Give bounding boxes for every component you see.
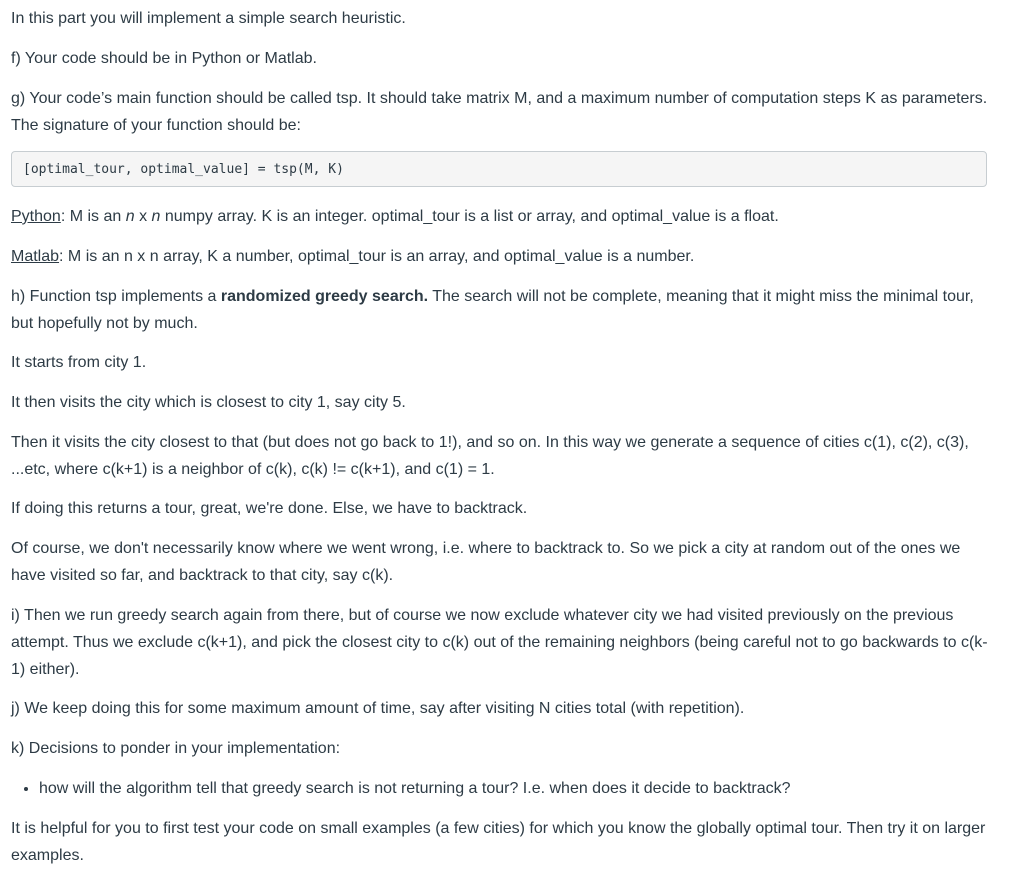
helpful-paragraph: It is helpful for you to first test your code on small examples (a few cities) for which you know the globally optimal tour. Then try it on larger examples. xyxy=(11,820,986,864)
requirement-g: g) Your code’s main function should be called tsp. It should take matrix M, and a maximum number of computation steps K as parameters. The signature of your function should be: xyxy=(11,90,988,134)
requirement-j: j) We keep doing this for some maximum amount of time, say after visiting N cities total (with repetition). xyxy=(11,700,745,717)
requirement-i: i) Then we run greedy search again from there, but of course we now exclude whatever city we had visited previously on the previous attempt. Thus we exclude c(k+1), and pick the closest city to c(k) out of the remaining neighbors (being careful not to go backwards to c(k-1) either). xyxy=(11,607,988,678)
python-n1: n xyxy=(125,208,135,225)
of-course-paragraph: Of course, we don't necessarily know where we went wrong, i.e. where to backtrack to. So we pick a city at random out of the ones we have visited so far, and backtrack to that city, say c(k). xyxy=(11,540,961,584)
start-paragraph: It starts from city 1. xyxy=(11,354,147,371)
python-n2: n xyxy=(151,208,161,225)
h-pre: h) Function tsp implements a xyxy=(11,288,221,305)
matlab-paragraph xyxy=(11,243,994,270)
function-signature-code: [optimal_tour, optimal_value] = tsp(M, K) xyxy=(11,151,987,187)
python-pre: : M is an xyxy=(60,208,126,225)
python-x: x xyxy=(134,208,152,225)
requirement-k: k) Decisions to ponder in your implementation: xyxy=(11,740,341,757)
requirement-f: f) Your code should be in Python or Matlab. xyxy=(11,50,317,67)
python-label: Python xyxy=(11,208,61,225)
matlab-text: : M is an n x n array, K a number, optimal_tour is an array, and optimal_value is a number. xyxy=(59,248,695,265)
then-visits-paragraph: It then visits the city which is closest to city 1, say city 5. xyxy=(11,394,406,411)
list-item: • how will the algorithm tell that greedy search is not returning a tour? I.e. when does it decide to backtrack? xyxy=(39,775,994,802)
h-post: The search will not be complete, meaning that it might miss the minimal tour, but hopefully not by much. xyxy=(11,288,974,332)
h-bold: randomized greedy search. xyxy=(220,288,429,305)
python-post: numpy array. K is an integer. optimal_tour is a list or array, and optimal_value is a float. xyxy=(160,208,779,225)
intro-paragraph: In this part you will implement a simple search heuristic. xyxy=(11,10,406,27)
requirement-h xyxy=(11,283,994,337)
sequence-paragraph: Then it visits the city closest to that (but does not go back to 1!), and so on. In this way we generate a sequence of cities c(1), c(2), c(3), ...etc, where c(k+1) is a neighbor of c(k), c(k) != c(k+1), and c(1) = 1. xyxy=(11,434,969,478)
python-paragraph xyxy=(11,203,994,230)
if-tour-paragraph: If doing this returns a tour, great, we're done. Else, we have to backtrack. xyxy=(11,500,528,517)
matlab-label: Matlab xyxy=(11,248,60,265)
decisions-list xyxy=(11,775,994,802)
